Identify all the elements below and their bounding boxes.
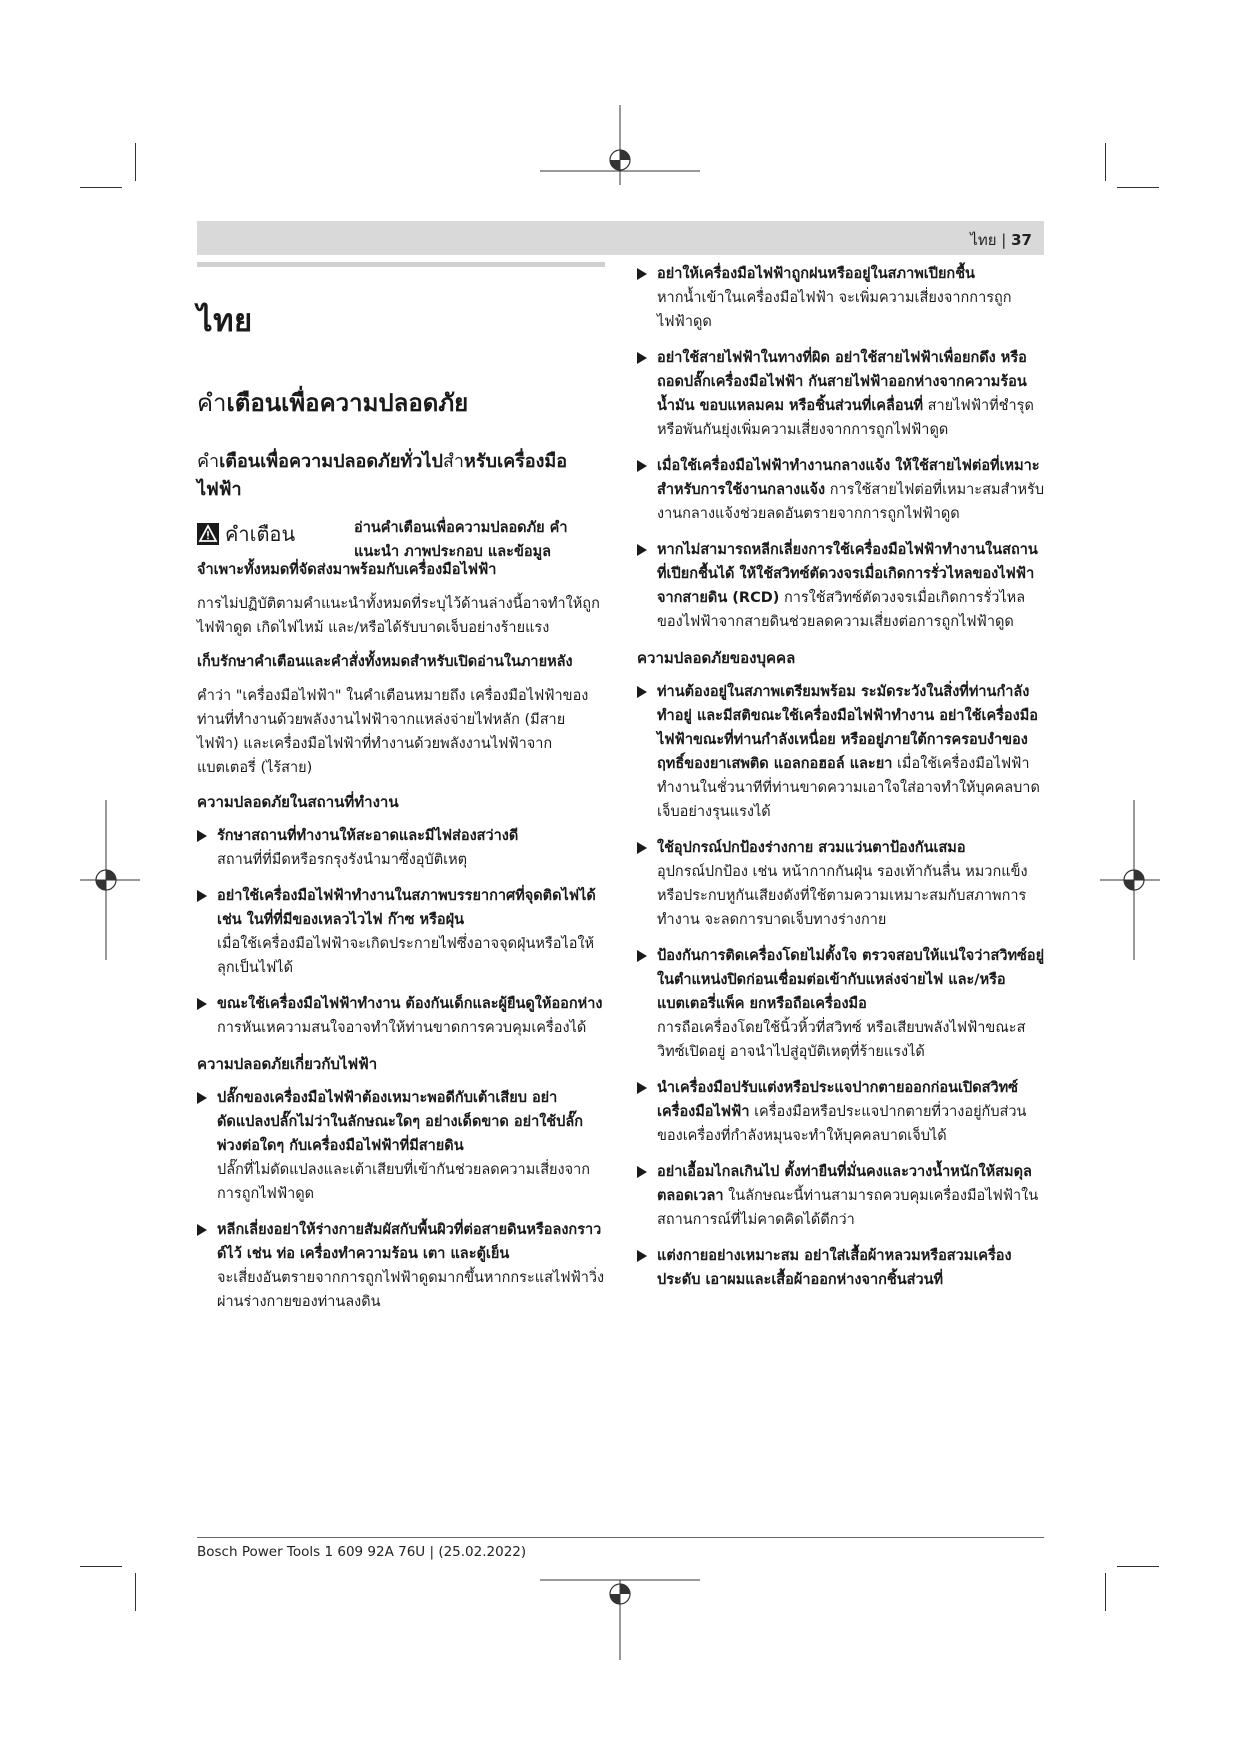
- keep-instructions: เก็บรักษาคำเตือนและคำสั่งทั้งหมดสำหรับเปิดอ่านในภายหลัง: [197, 654, 573, 670]
- header-section: ไทย: [970, 231, 997, 249]
- work-area-title: ความปลอดภัยในสถานที่ทำงาน: [197, 793, 399, 811]
- warning-intro: อ่านคำเตือนเพื่อความปลอดภัย คำแนะนำ ภาพประกอบ และข้อมูล: [354, 520, 568, 560]
- bullet-arrow-icon: [637, 950, 647, 962]
- footer-text: Bosch Power Tools 1 609 92A 76U | (25.02.2022): [197, 1544, 527, 1560]
- definition-paragraph: คำว่า "เครื่องมือไฟฟ้า" ในคำเตือนหมายถึง เครื่องมือไฟฟ้าของท่านที่ทำงานด้วยพลังงานไฟฟ้าจากแหล่งจ่ายไฟหลัก (มีสายไฟฟ้า) และเครื่องมือไฟฟ้าที่ทำงานด้วยพลังงานไฟฟ้าจากแบตเตอรี่ (ไร้สาย): [197, 688, 589, 776]
- bullet-arrow-icon: [197, 1092, 207, 1104]
- list-item: อย่าเอื้อมไกลเกินไป ตั้งท่ายืนที่มั่นคงและวางน้ำหนักให้สมดุลตลอดเวลา ในลักษณะนี้ท่านสามารถควบคุมเครื่องมือไฟฟ้าในสถานการณ์ที่ไม่คาดคิดได้ดีกว่า: [637, 1160, 1047, 1232]
- crop-mark: [1105, 143, 1106, 181]
- crop-mark: [80, 187, 122, 188]
- sub-heading: คำเตือนเพื่อความปลอดภัยทั่วไปสำหรับเครื่องมือไฟฟ้า: [197, 451, 568, 500]
- bullet-arrow-icon: [197, 890, 207, 902]
- list-item: แต่งกายอย่างเหมาะสม อย่าใส่เสื้อผ้าหลวมหรือสวมเครื่องประดับ เอาผมและเสื้อผ้าออกห่างจากชิ้นส่วนที่: [637, 1244, 1047, 1292]
- bullet-arrow-icon: [637, 842, 647, 854]
- crop-mark: [135, 143, 136, 181]
- personal-safety-title: ความปลอดภัยของบุคคล: [637, 649, 796, 667]
- section-rule: [197, 262, 605, 267]
- bullet-arrow-icon: [637, 460, 647, 472]
- list-item: ขณะใช้เครื่องมือไฟฟ้าทำงาน ต้องกันเด็กและผู้ยืนดูให้ออกห่าง การหันเหความสนใจอาจทำให้ท่านขาดการควบคุมเครื่องได้: [197, 992, 605, 1040]
- page-number: 37: [1011, 231, 1032, 249]
- warning-label: คำเตือน: [197, 522, 605, 546]
- bullet-arrow-icon: [637, 1082, 647, 1094]
- right-column: [637, 262, 1047, 1304]
- language-title: ไทย: [197, 303, 253, 339]
- list-item: เมื่อใช้เครื่องมือไฟฟ้าทำงานกลางแจ้ง ให้ใช้สายไฟต่อที่เหมาะสำหรับการใช้งานกลางแจ้ง การใช้สายไฟต่อที่เหมาะสมสำหรับงานกลางแจ้งช่วยลดอันตรายจากการถูกไฟฟ้าดูด: [637, 454, 1047, 526]
- main-heading: คำเตือนเพื่อความปลอดภัย: [197, 389, 469, 417]
- list-item: ท่านต้องอยู่ในสภาพเตรียมพร้อม ระมัดระวังในสิ่งที่ท่านกำลังทำอยู่ และมีสติขณะใช้เครื่องมือไฟฟ้าทำงาน อย่าใช้เครื่องมือไฟฟ้าขณะที่ท่านกำลังเหนื่อย หรืออยู่ภายใต้การครอบงำของฤทธิ์ของยาเสพติด แอลกอฮอล์ และยา เมื่อใช้เครื่องมือไฟฟ้าทำงานในชั่วนาทีที่ท่านขาดความเอาใจใส่อาจทำให้บุคคลบาดเจ็บอย่างรุนแรงได้: [637, 680, 1047, 824]
- bullet-arrow-icon: [197, 830, 207, 842]
- bullet-arrow-icon: [637, 1250, 647, 1262]
- list-item: หากไม่สามารถหลีกเลี่ยงการใช้เครื่องมือไฟฟ้าทำงานในสถานที่เปียกชื้นได้ ให้ใช้สวิทซ์ตัดวงจรเมื่อเกิดการรั่วไหลของไฟฟ้าจากสายดิน (RCD) การใช้สวิทซ์ตัดวงจรเมื่อเกิดการรั่วไหลของไฟฟ้าจากสายดินช่วยลดความเสี่ยงต่อการถูกไฟฟ้าดูด: [637, 538, 1047, 634]
- list-item: ใช้อุปกรณ์ปกป้องร่างกาย สวมแว่นตาป้องกันเสมอ อุปกรณ์ปกป้อง เช่น หน้ากากกันฝุ่น รองเท้ากันลื่น หมวกแข็ง หรือประกบหูกันเสียงดังที่ใช้ตามความเหมาะสมกับสภาพการทำงาน จะลดการบาดเจ็บทางร่างกาย: [637, 836, 1047, 932]
- registration-mark-icon: [540, 1570, 700, 1660]
- registration-mark-icon: [80, 800, 140, 960]
- registration-mark-icon: [1100, 800, 1160, 960]
- crop-mark: [1117, 187, 1159, 188]
- bullet-arrow-icon: [637, 1166, 647, 1178]
- bullet-arrow-icon: [637, 686, 647, 698]
- registration-mark-icon: [540, 105, 700, 195]
- bullet-arrow-icon: [637, 544, 647, 556]
- footer-rule: [197, 1537, 1044, 1538]
- list-item: รักษาสถานที่ทำงานให้สะอาดและมีไฟส่องสว่างดี สถานที่ที่มืดหรือรกรุงรังนำมาซึ่งอุบัติเหตุ: [197, 824, 605, 872]
- bullet-arrow-icon: [637, 268, 647, 280]
- warning-block: [197, 522, 605, 640]
- bullet-arrow-icon: [197, 1224, 207, 1236]
- list-item: อย่าใช้เครื่องมือไฟฟ้าทำงานในสภาพบรรยากาศที่จุดติดไฟได้ เช่น ในที่ที่มีของเหลวไวไฟ ก๊าซ หรือฝุ่น เมื่อใช้เครื่องมือไฟฟ้าจะเกิดประกายไฟซึ่งอาจจุดฝุ่นหรือไอให้ลุกเป็นไฟได้: [197, 884, 605, 980]
- list-item: อย่าให้เครื่องมือไฟฟ้าถูกฝนหรืออยู่ในสภาพเปียกชื้น หากน้ำเข้าในเครื่องมือไฟฟ้า จะเพิ่มความเสี่ยงจากการถูกไฟฟ้าดูด: [637, 262, 1047, 334]
- page-header: [197, 221, 1044, 255]
- bullet-arrow-icon: [197, 998, 207, 1010]
- crop-mark: [80, 1566, 122, 1567]
- warning-continuation: จำเพาะทั้งหมดที่จัดส่งมาพร้อมกับเครื่องมือไฟฟ้า: [197, 562, 497, 578]
- list-item: หลีกเลี่ยงอย่าให้ร่างกายสัมผัสกับพื้นผิวที่ต่อสายดินหรือลงกราวด์ไว้ เช่น ท่อ เครื่องทำความร้อน เตา และตู้เย็น จะเสี่ยงอันตรายจากการถูกไฟฟ้าดูดมากขึ้นหากกระแสไฟฟ้าวิ่งผ่านร่างกายของท่านลงดิน: [197, 1218, 605, 1314]
- list-item: ป้องกันการติดเครื่องโดยไม่ตั้งใจ ตรวจสอบให้แน่ใจว่าสวิทซ์อยู่ในตำแหน่งปิดก่อนเชื่อมต่อเข้ากับแหล่งจ่ายไฟ และ/หรือแบตเตอรี่แพ็ค ยกหรือถือเครื่องมือ การถือเครื่องโดยใช้นิ้วหิ้วที่สวิทซ์ หรือเสียบพลังไฟฟ้าขณะสวิทซ์เปิดอยู่ อาจนำไปสู่อุบัติเหตุที่ร้ายแรงได้: [637, 944, 1047, 1064]
- left-column: [197, 262, 605, 1326]
- list-item: นำเครื่องมือปรับแต่งหรือประแจปากตายออกก่อนเปิดสวิทซ์เครื่องมือไฟฟ้า เครื่องมือหรือประแจปากตายที่วางอยู่กับส่วนของเครื่องที่กำลังหมุนจะทำให้บุคคลบาดเจ็บได้: [637, 1076, 1047, 1148]
- list-item: ปลั๊กของเครื่องมือไฟฟ้าต้องเหมาะพอดีกับเต้าเสียบ อย่าดัดแปลงปลั๊กไม่ว่าในลักษณะใดๆ อย่างเด็ดขาด อย่าใช้ปลั๊กพ่วงต่อใดๆ กับเครื่องมือไฟฟ้าที่มีสายดิน ปลั๊กที่ไม่ดัดแปลงและเต้าเสียบที่เข้ากันช่วยลดความเสี่ยงจากการถูกไฟฟ้าดูด: [197, 1086, 605, 1206]
- warning-triangle-icon: [197, 523, 219, 545]
- warning-body: การไม่ปฏิบัติตามคำแนะนำทั้งหมดที่ระบุไว้ด้านล่างนี้อาจทำให้ถูกไฟฟ้าดูด เกิดไฟไหม้ และ/หรือได้รับบาดเจ็บอย่างร้ายแรง: [197, 596, 600, 636]
- header-label: ไทย | 37: [970, 231, 1032, 249]
- bullet-arrow-icon: [637, 352, 647, 364]
- crop-mark: [135, 1573, 136, 1611]
- electrical-title: ความปลอดภัยเกี่ยวกับไฟฟ้า: [197, 1055, 378, 1073]
- crop-mark: [1105, 1573, 1106, 1611]
- crop-mark: [1117, 1566, 1159, 1567]
- list-item: อย่าใช้สายไฟฟ้าในทางที่ผิด อย่าใช้สายไฟฟ้าเพื่อยกดึง หรือถอดปลั๊กเครื่องมือไฟฟ้า กันสายไฟฟ้าออกห่างจากความร้อน น้ำมัน ขอบแหลมคม หรือชิ้นส่วนที่เคลื่อนที่ สายไฟฟ้าที่ชำรุดหรือพันกันยุ่งเพิ่มความเสี่ยงจากการถูกไฟฟ้าดูด: [637, 346, 1047, 442]
